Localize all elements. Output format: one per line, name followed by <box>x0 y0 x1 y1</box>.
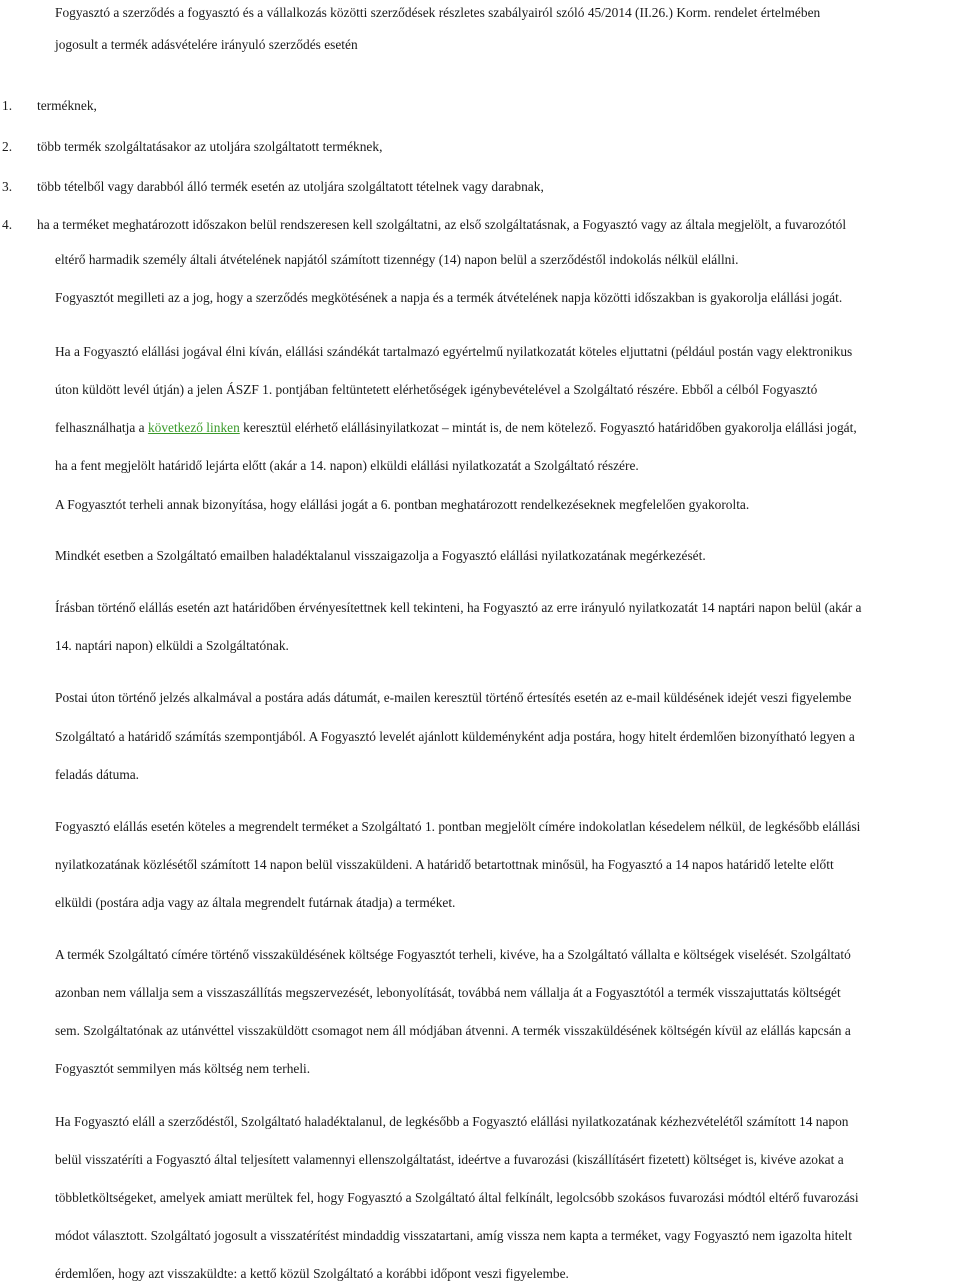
paragraph-line: érdemlően, hogy azt visszaküldte: a kettő közül Szolgáltató a korábbi időpont veszi figyelembe. <box>55 1266 569 1281</box>
list-item-text: terméknek, <box>37 98 97 113</box>
list-item-number: 1. <box>2 98 13 113</box>
paragraph-line: Fogyasztót megilleti az a jog, hogy a szerződés megkötésének a napja és a termék átvételének napja közötti időszakban is gyakorolja elállási jogát. <box>55 290 843 305</box>
text-segment: keresztül elérhető elállásinyilatkozat – mintát is, de nem kötelező. Fogyasztó határidőben gyakorolja elállási jogát, <box>239 420 857 435</box>
intro-line: Fogyasztó a szerződés a fogyasztó és a vállalkozás közötti szerződések részletes szabályairól szóló 45/2014 (II.26.) Korm. rendelet értelmében <box>55 5 821 20</box>
list-item-text: több tételből vagy darabból álló termék esetén az utoljára szolgáltatott tételnek vagy darabnak, <box>37 179 544 194</box>
paragraph-line: módot választott. Szolgáltató jogosult a visszatérítést mindaddig visszatartani, amíg vissza nem kapta a terméket, vagy Fogyasztó nem igazolta hitelt <box>55 1228 852 1243</box>
paragraph-line: Ha a Fogyasztó elállási jogával élni kíván, elállási szándékát tartalmazó egyértelmű nyilatkozatát köteles eljuttatni (például postán vagy elektronikus <box>55 344 853 359</box>
paragraph-line: A Fogyasztót terheli annak bizonyítása, hogy elállási jogát a 6. pontban meghatározott rendelkezéseknek megfelelően gyakorolta. <box>55 497 750 512</box>
paragraph-line: 14. naptári napon) elküldi a Szolgáltatónak. <box>55 638 289 653</box>
paragraph-line: Ha Fogyasztó eláll a szerződéstől, Szolgáltató haladéktalanul, de legkésőbb a Fogyasztó elállási nyilatkozatának kézhezvételétől számított 14 napon <box>55 1114 849 1129</box>
intro-line: jogosult a termék adásvételére irányuló szerződés esetén <box>55 37 358 52</box>
paragraph-line: belül visszatéríti a Fogyasztó által teljesített valamennyi ellenszolgáltatást, ideértve a fuvarozási (kiszállításért fizetett) költséget is, kivéve azokat a <box>55 1152 844 1167</box>
paragraph-line: Szolgáltató a határidő számítás szempontjából. A Fogyasztó levelét ajánlott küldeményként adja postára, hogy hitelt érdemlően bizonyítható legyen a <box>55 729 855 744</box>
paragraph-line: Fogyasztót semmilyen más költség nem terheli. <box>55 1061 311 1076</box>
paragraph-line: Postai úton történő jelzés alkalmával a postára adás dátumát, e-mailen keresztül történő értesítés esetén az e-mail küldésének idejét veszi figyelembe <box>55 690 852 705</box>
paragraph-line: Mindkét esetben a Szolgáltató emailben haladéktalanul visszaigazolja a Fogyasztó elállási nyilatkozatának megérkezését. <box>55 548 706 563</box>
paragraph-line: úton küldött levél útján) a jelen ÁSZF 1. pontjában feltüntetett elérhetőségek igénybevételével a Szolgáltató részére. Ebből a célból Fogyasztó <box>55 382 818 397</box>
paragraph-line: feladás dátuma. <box>55 767 140 782</box>
list-item-number: 4. <box>2 217 13 232</box>
paragraph-line: elküldi (postára adja vagy az általa megrendelt futárnak átadja) a terméket. <box>55 895 456 910</box>
text-segment: felhasználhatja a <box>55 420 148 435</box>
statement-template-link[interactable]: következő linken <box>147 420 240 435</box>
paragraph-line: nyilatkozatának közlésétől számított 14 napon belül visszaküldeni. A határidő betartottnak minősül, ha Fogyasztó a 14 napos határidő letelte előtt <box>55 857 834 872</box>
paragraph-line: azonban nem vállalja sem a visszaszállítás megszervezését, lebonyolítását, továbbá nem vállalja át a Fogyasztótól a termék visszajuttatás költségét <box>55 985 841 1000</box>
list-item-text: több termék szolgáltatásakor az utoljára szolgáltatott terméknek, <box>37 139 383 154</box>
list-item-number: 3. <box>2 179 13 194</box>
list-item-text: ha a terméket meghatározott időszakon belül rendszeresen kell szolgáltatni, az első szolgáltatásnak, a Fogyasztó vagy az általa megjelölt, a fuvarozótól <box>37 217 847 232</box>
paragraph-line: Írásban történő elállás esetén azt határidőben érvényesítettnek kell tekinteni, ha Fogyasztó az erre irányuló nyilatkozatát 14 naptári napon belül (akár a <box>55 600 862 615</box>
list-item-number: 2. <box>2 139 13 154</box>
paragraph-line <box>55 421 857 434</box>
paragraph-line: ha a fent megjelölt határidő lejárta előtt (akár a 14. napon) elküldi elállási nyilatkozatát a Szolgáltató részére. <box>55 458 639 473</box>
paragraph-line: Fogyasztó elállás esetén köteles a megrendelt terméket a Szolgáltató 1. pontban megjelölt címére indokolatlan késedelem nélkül, de legkésőbb elállási <box>55 819 861 834</box>
paragraph-line: sem. Szolgáltatónak az utánvéttel visszaküldött csomagot nem áll módjában átvenni. A termék visszaküldésének költségén kívül az elállás kapcsán a <box>55 1023 851 1038</box>
paragraph-line: A termék Szolgáltató címére történő visszaküldésének költsége Fogyasztót terheli, kivéve, ha a Szolgáltató vállalta e költségek viselését. Szolgáltató <box>55 947 851 962</box>
list-item-text: eltérő harmadik személy általi átvételének napjától számított tizennégy (14) napon belül a szerződéstől indokolás nélkül elállni. <box>55 252 739 267</box>
paragraph-line: többletköltségeket, amelyek amiatt merültek fel, hogy Fogyasztó a Szolgáltató által felkínált, legolcsóbb szokásos fuvarozási módtól eltérő fuvarozási <box>55 1190 859 1205</box>
